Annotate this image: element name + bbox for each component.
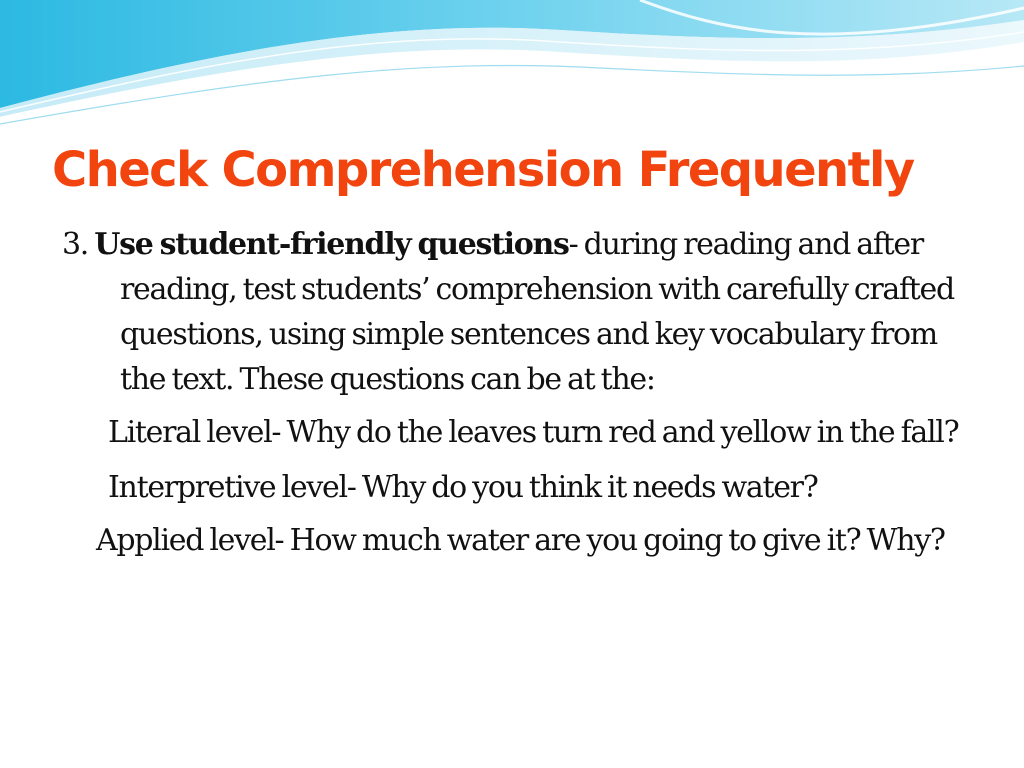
wave-banner-decoration [0,0,1024,130]
literal-level-item: Literal level- Why do the leaves turn red and yellow in the fall? [108,415,959,450]
applied-level-item: Applied level- How much water are you going to give it? Why? [96,523,945,558]
interpretive-level-item: Interpretive level- Why do you think it needs water? [108,470,818,505]
point-text: - during reading and after reading, test students’ comprehension with carefully crafted questions, using simple sentences and key vocabulary from the text. These questions can be at the: [120,227,954,397]
point-number: 3. [62,227,89,262]
slide-body [62,222,977,563]
slide-title: Check Comprehension Frequently [52,142,914,198]
point-heading: Use student-friendly questions [94,227,569,262]
point-paragraph [62,222,977,402]
